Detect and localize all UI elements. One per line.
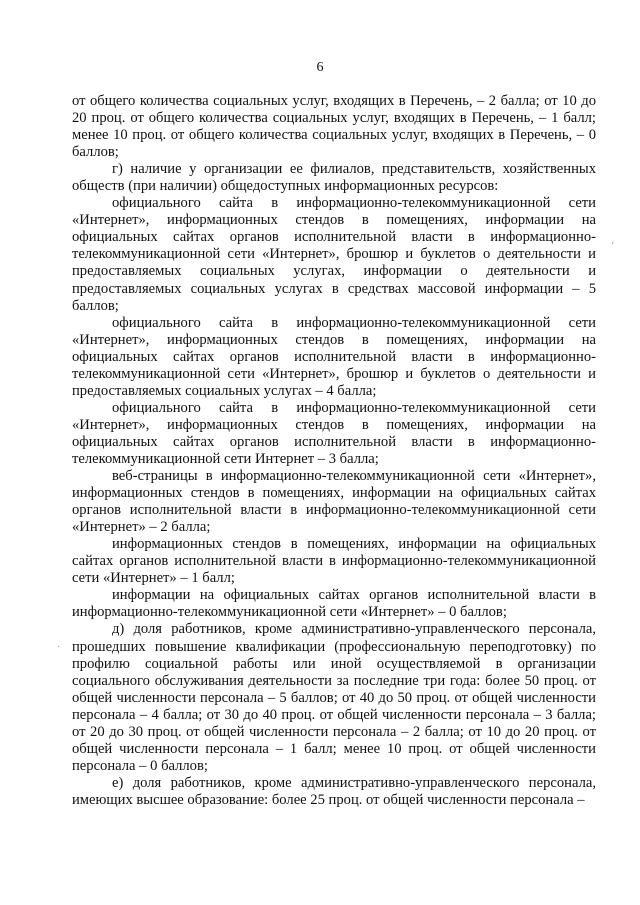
scan-mark: ʼ (611, 241, 615, 252)
paragraph-3-points: официального сайта в информационно-телекоммуникационной сети «Интернет», информационных стендов в помещениях, информации на официальных сайтах органов исполнительной власти в информационно-телекоммуникационной сети Интернет – 3 балла; (72, 399, 596, 467)
paragraph-0-points: информации на официальных сайтах органов исполнительной власти в информационно-телекоммуникационной сети «Интернет» – 0 баллов; (72, 587, 596, 621)
paragraph-5-points: официального сайта в информационно-телекоммуникационной сети «Интернет», информационных стендов в помещениях, информации на официальных сайтах органов исполнительной власти в информационно-телекоммуникационной сети «Интернет», брошюр и буклетов о деятельности и предоставляемых социальных услугах, информации о деятельности и предоставляемых социальных услугах в средствах массовой информации – 5 баллов; (72, 195, 596, 314)
paragraph-1-point: информационных стендов в помещениях, информации на официальных сайтах органов исполнительной власти в информационно-телекоммуникационной сети «Интернет» – 1 балл; (72, 536, 596, 587)
page-number: 6 (316, 60, 324, 75)
scan-mark: · (57, 642, 61, 653)
paragraph-item-g: г) наличие у организации ее филиалов, представительств, хозяйственных обществ (при наличии) общедоступных информационных ресурсов: (72, 161, 596, 195)
paragraph-item-e: е) доля работников, кроме административно-управленческого персонала, имеющих высшее образование: более 25 проц. от общей численности персонала – (72, 774, 596, 808)
document-body (72, 93, 596, 809)
paragraph-item-d: д) доля работников, кроме административно-управленческого персонала, прошедших повышение квалификации (профессиональную переподготовку) по профилю социальной работы или иной осуществляемой в организации социального обслуживания деятельности за последние три года: более 50 проц. от общей численности персонала – 5 баллов; от 40 до 50 проц. от общей численности персонала – 4 балла; от 30 до 40 проц. от общей численности персонала – 3 балла; от 20 до 30 проц. от общей численности персонала – 2 балла; от 10 до 20 проц. от общей численности персонала – 1 балл; менее 10 проц. от общей численности персонала – 0 баллов; (72, 621, 596, 774)
paragraph-continuation: от общего количества социальных услуг, входящих в Перечень, – 2 балла; от 10 до 20 проц. от общего количества социальных услуг, входящих в Перечень, – 1 балл; менее 10 проц. от общего количества социальных услуг, входящих в Перечень, – 0 баллов; (72, 93, 596, 161)
paragraph-2-points: веб-страницы в информационно-телекоммуникационной сети «Интернет», информационных стендов в помещениях, информации на официальных сайтах органов исполнительной власти в информационно-телекоммуникационной сети «Интернет» – 2 балла; (72, 468, 596, 536)
paragraph-4-points: официального сайта в информационно-телекоммуникационной сети «Интернет», информационных стендов в помещениях, информации на официальных сайтах органов исполнительной власти в информационно-телекоммуникационной сети «Интернет», брошюр и буклетов о деятельности и предоставляемых социальных услугах – 4 балла; (72, 314, 596, 399)
